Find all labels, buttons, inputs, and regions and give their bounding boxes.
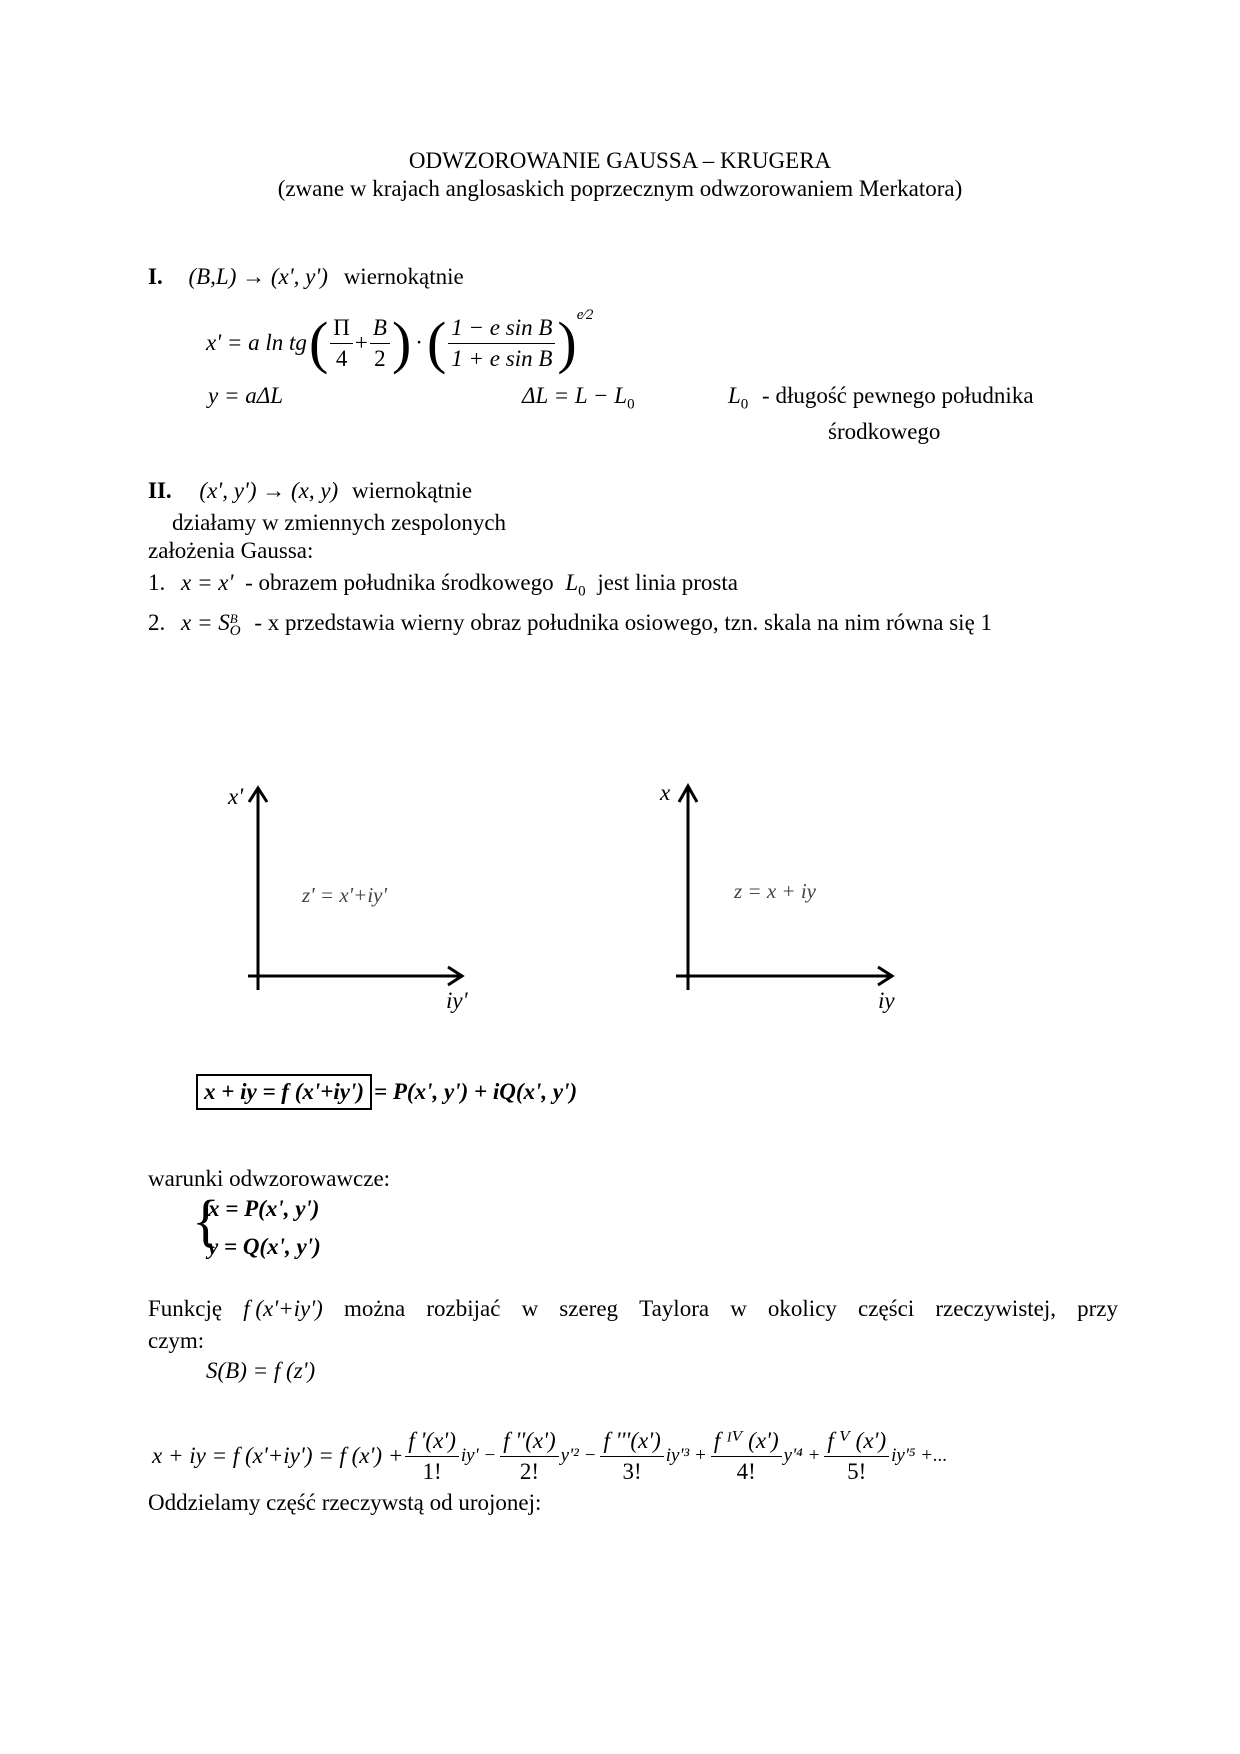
series-term-power: iy'³ + bbox=[665, 1445, 707, 1466]
taylor-word: rzeczywistej, bbox=[935, 1296, 1057, 1321]
section-1-mapping: (B,L) → (x', y') bbox=[188, 264, 328, 289]
taylor-word: Funkcję bbox=[148, 1296, 223, 1321]
gauss-assumption-1 bbox=[148, 570, 738, 605]
l0-desc-line-2: środkowego bbox=[828, 419, 941, 444]
taylor-word: w bbox=[730, 1296, 747, 1321]
fraction-numerator: f '(x') bbox=[408, 1427, 456, 1453]
right-vertical-label: x bbox=[660, 780, 671, 805]
left-vertical-label: x' bbox=[228, 784, 244, 809]
section-2-property: wiernokątnie bbox=[351, 478, 473, 503]
assumption-1-formula: x = x' bbox=[181, 570, 234, 595]
fraction-denominator: 2 bbox=[370, 343, 390, 372]
boxed-part: x + iy = f (x'+iy') bbox=[196, 1074, 372, 1110]
subscript: 0 bbox=[740, 396, 749, 413]
taylor-word: Taylora bbox=[639, 1296, 710, 1321]
l0-desc-line-1: - długość pewnego południka bbox=[762, 383, 1034, 408]
paren-close-icon: ) bbox=[557, 310, 577, 375]
fraction-pi-4 bbox=[330, 315, 353, 372]
fraction-numerator: Π bbox=[333, 314, 350, 340]
series-term-fraction bbox=[500, 1428, 558, 1485]
series-term-fraction bbox=[600, 1428, 663, 1485]
formula-x-lhs: x' = a ln tg bbox=[206, 330, 307, 355]
fraction-denominator: 1! bbox=[405, 1456, 459, 1485]
formula-x-prime bbox=[206, 308, 593, 378]
subscript: O bbox=[229, 622, 241, 639]
boxed-equation-rest: = P(x', y') + iQ(x', y') bbox=[374, 1079, 578, 1104]
section-2-mapping: (x', y') → (x, y) bbox=[199, 478, 339, 503]
paren-close-icon: ) bbox=[391, 310, 412, 375]
gauss-assumption-2 bbox=[148, 610, 992, 637]
series-term-fraction bbox=[824, 1428, 889, 1485]
fraction-denominator: 5! bbox=[824, 1456, 889, 1485]
dot-operator: · bbox=[415, 330, 423, 355]
taylor-intro-line-1 bbox=[148, 1296, 1118, 1322]
sb-equation: S(B) = f (z') bbox=[206, 1358, 316, 1383]
formula-exponent: e⁄2 bbox=[576, 307, 594, 323]
left-equation: z' = x'+iy' bbox=[302, 883, 387, 907]
section-2-line-1: działamy w zmiennych zespolonych bbox=[172, 510, 507, 535]
fraction-denominator: 4 bbox=[330, 343, 353, 372]
taylor-word: f (x'+iy') bbox=[243, 1296, 323, 1321]
fraction-b-2 bbox=[370, 315, 390, 372]
series-term-fraction bbox=[405, 1428, 459, 1485]
condition-eq-1: x = P(x', y') bbox=[208, 1196, 320, 1221]
brace-icon: { bbox=[192, 1188, 220, 1253]
taylor-word: przy bbox=[1077, 1296, 1118, 1321]
subscript: 0 bbox=[578, 583, 586, 600]
right-equation: z = x + iy bbox=[734, 879, 816, 903]
series-term-power: iy'⁵ +... bbox=[891, 1445, 948, 1466]
formula-delta-l-text: ΔL = L − L bbox=[522, 383, 628, 408]
paren-open-icon: ( bbox=[426, 310, 447, 375]
section-1-property: wiernokątnie bbox=[343, 264, 464, 289]
taylor-intro-line-2: czym: bbox=[148, 1328, 205, 1353]
section-1-numeral: I. bbox=[148, 264, 163, 289]
document-title: ODWZOROWANIE GAUSSA – KRUGERA bbox=[408, 148, 832, 173]
taylor-word: okolicy bbox=[767, 1296, 837, 1321]
series-term-power: iy' − bbox=[460, 1445, 497, 1466]
boxed-equation bbox=[196, 1074, 577, 1110]
l0-description bbox=[728, 383, 1034, 418]
fraction-numerator: f ''(x') bbox=[503, 1427, 556, 1453]
section-2-numeral: II. bbox=[148, 478, 172, 503]
assumption-1-symbol: L bbox=[565, 570, 579, 595]
condition-eq-2: y = Q(x', y') bbox=[208, 1234, 321, 1259]
assumption-2-formula: x = S bbox=[181, 610, 230, 635]
subscript: 0 bbox=[627, 396, 635, 413]
assumption-2-text: - x przedstawia wierny obraz południka osiowego, tzn. skala na nim równa się 1 bbox=[254, 610, 993, 635]
taylor-word: części bbox=[858, 1296, 915, 1321]
list-number: 2. bbox=[148, 610, 166, 635]
series-term-fraction bbox=[711, 1428, 782, 1485]
superscript: B bbox=[229, 610, 238, 626]
conditions-label: warunki odwzorowawcze: bbox=[148, 1166, 391, 1191]
section-2-line-2: założenia Gaussa: bbox=[148, 538, 314, 563]
taylor-series bbox=[152, 1426, 949, 1486]
assumption-1-tail: jest linia prosta bbox=[597, 570, 738, 595]
paren-open-icon: ( bbox=[308, 310, 329, 375]
right-horizontal-label: iy bbox=[878, 988, 895, 1013]
series-start: x + iy = f (x'+iy') = f (x') + bbox=[152, 1443, 404, 1468]
list-number: 1. bbox=[148, 570, 166, 595]
taylor-word: rozbijać bbox=[426, 1296, 501, 1321]
l0-symbol: L bbox=[728, 383, 741, 408]
taylor-word: szereg bbox=[559, 1296, 619, 1321]
fraction-denominator: 4! bbox=[711, 1456, 782, 1485]
taylor-word: można bbox=[343, 1296, 406, 1321]
fraction-denominator: 3! bbox=[600, 1456, 663, 1485]
section-1-heading bbox=[148, 264, 464, 290]
fraction-numerator: f ⱽ (x') bbox=[827, 1427, 887, 1453]
fraction-numerator: f ᴵⱽ (x') bbox=[713, 1427, 779, 1453]
formula-delta-l bbox=[522, 383, 635, 418]
formula-y: y = aΔL bbox=[208, 383, 284, 408]
fraction-denominator: 1 + e sin B bbox=[448, 343, 555, 372]
series-term-power: y'⁴ + bbox=[783, 1445, 821, 1466]
section-2-heading bbox=[148, 478, 472, 504]
document-subtitle: (zwane w krajach anglosaskich poprzecznym odwzorowaniem Merkatora) bbox=[277, 176, 963, 201]
fraction-numerator: B bbox=[372, 314, 387, 340]
series-term-power: y'² − bbox=[560, 1445, 597, 1466]
plus-sign: + bbox=[354, 330, 368, 355]
fraction-esin bbox=[448, 315, 555, 372]
fraction-numerator: 1 − e sin B bbox=[451, 314, 553, 340]
taylor-word: w bbox=[521, 1296, 539, 1321]
fraction-denominator: 2! bbox=[500, 1456, 558, 1485]
final-sentence: Oddzielamy część rzeczywstą od urojonej: bbox=[148, 1490, 542, 1515]
left-horizontal-label: iy' bbox=[446, 988, 468, 1013]
assumption-1-text: - obrazem południka środkowego bbox=[245, 570, 554, 595]
fraction-numerator: f '''(x') bbox=[603, 1427, 661, 1453]
